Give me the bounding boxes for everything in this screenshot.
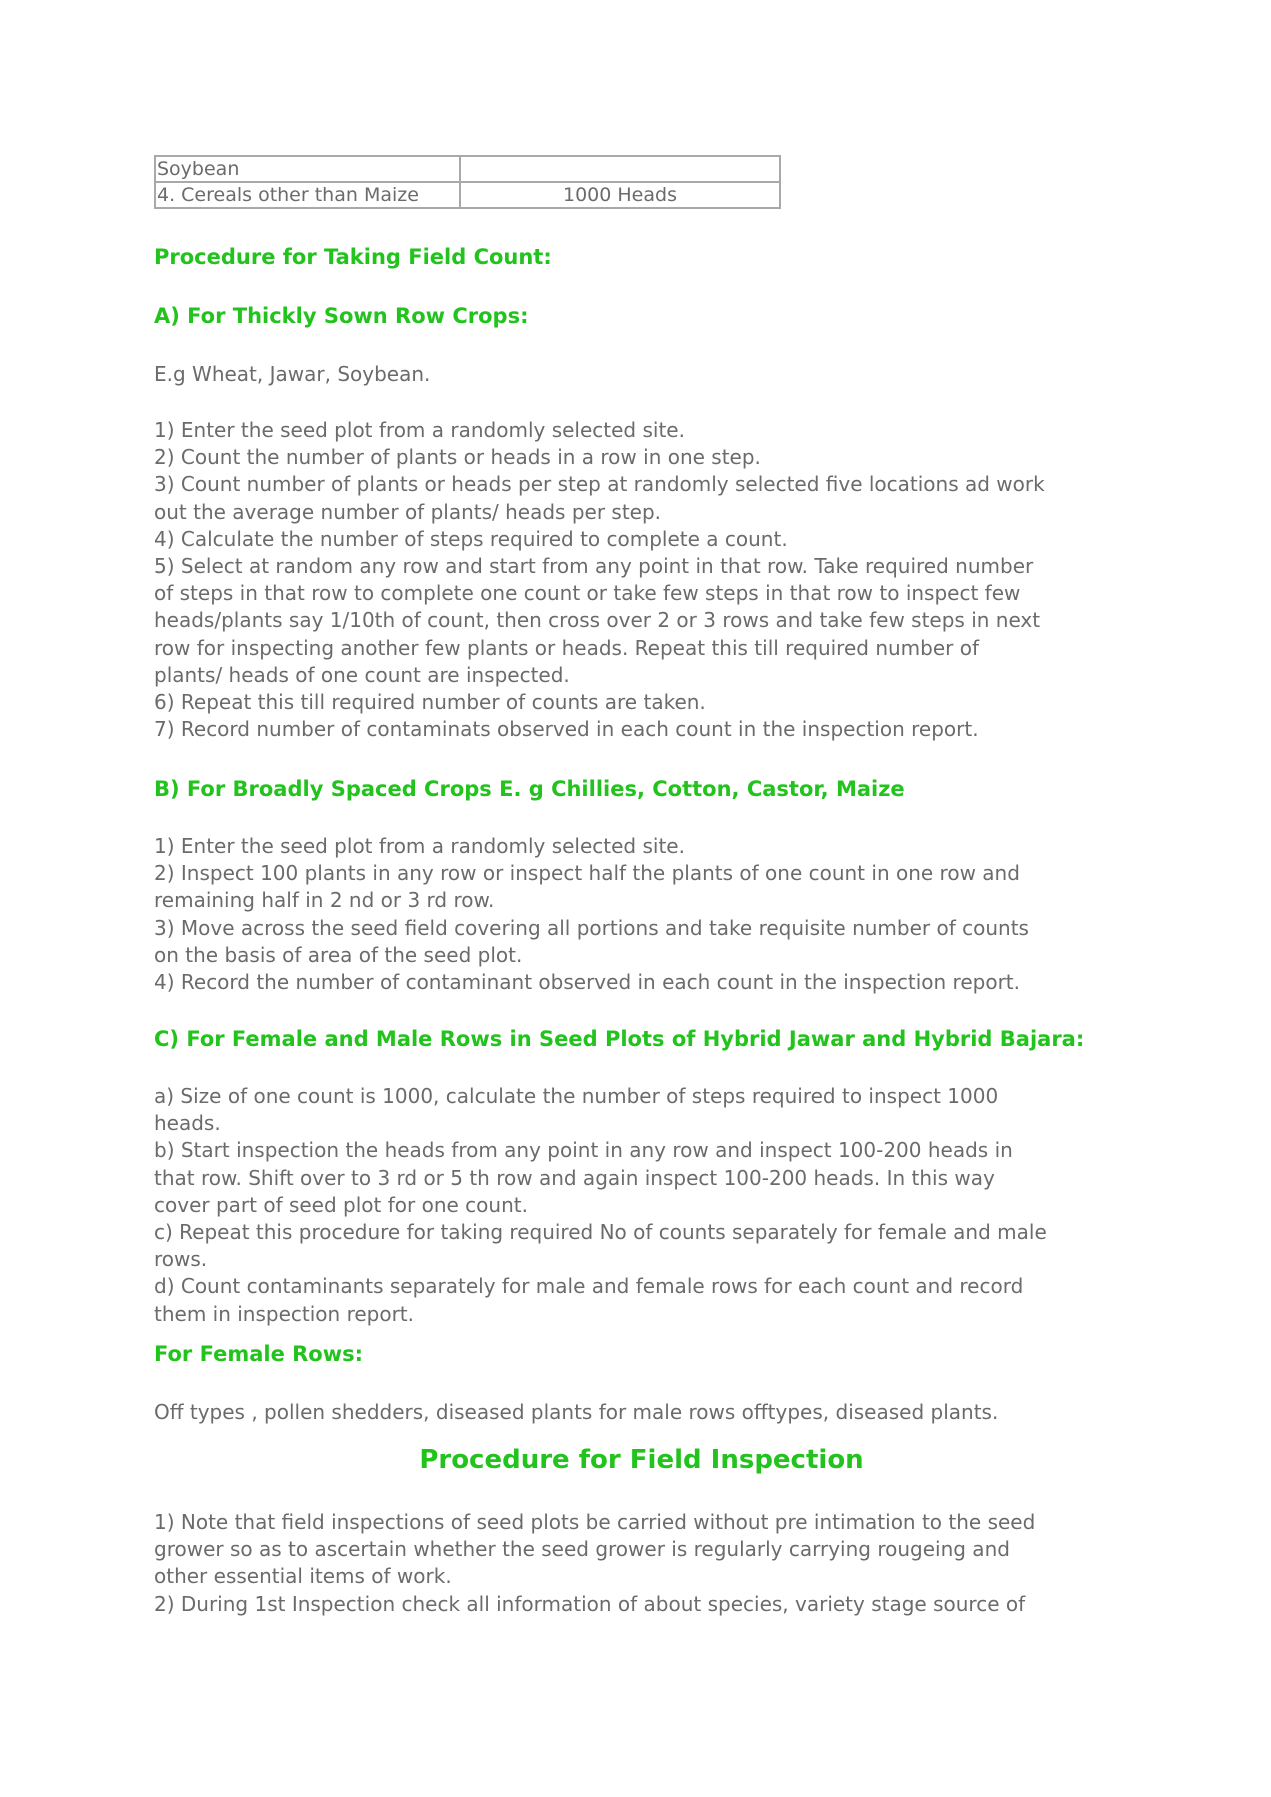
section-a-body [154, 417, 1045, 743]
text-line: out the average number of plants/ heads per step. [154, 499, 662, 524]
text-line: 1) Enter the seed plot from a randomly selected site. [154, 834, 685, 858]
table-row [155, 156, 780, 182]
section-a-example: E.g Wheat, Jawar, Soybean. [154, 362, 431, 386]
text-line: grower so as to ascertain whether the seed grower is regularly carrying rougeing and [154, 1537, 1010, 1562]
section-b-body [154, 833, 1029, 996]
crop-count-table [154, 155, 781, 209]
heading-section-a: A) For Thickly Sown Row Crops: [154, 304, 529, 328]
text-line: 5) Select at random any row and start from any point in that row. Take required number [154, 554, 1034, 579]
text-line: b) Start inspection the heads from any point in any row and inspect 100-200 heads in [154, 1138, 1013, 1163]
text-line: cover part of seed plot for one count. [154, 1192, 528, 1217]
text-line: that row. Shift over to 3 rd or 5 th row and again inspect 100-200 heads. In this way [154, 1165, 995, 1190]
text-line: on the basis of area of the seed plot. [154, 942, 523, 967]
heading-female-rows: For Female Rows: [154, 1342, 364, 1366]
heading-section-b: B) For Broadly Spaced Crops E. g Chillies, Cotton, Castor, Maize [154, 777, 905, 801]
section-inspection-body [154, 1509, 1035, 1618]
table-cell-crop: 4. Cereals other than Maize [155, 182, 460, 208]
text-line: rows. [154, 1247, 208, 1272]
heading-field-count: Procedure for Taking Field Count: [154, 245, 552, 269]
text-line: other essential items of work. [154, 1564, 452, 1589]
table-cell-count [460, 156, 780, 182]
text-line: plants/ heads of one count are inspected. [154, 662, 570, 687]
text-line: c) Repeat this procedure for taking required No of counts separately for female and male [154, 1220, 1047, 1245]
table-cell-count: 1000 Heads [460, 182, 780, 208]
text-line: 3) Count number of plants or heads per step at randomly selected five locations ad work [154, 472, 1045, 497]
text-line: 7) Record number of contaminats observed in each count in the inspection report. [154, 717, 979, 742]
text-line: them in inspection report. [154, 1301, 415, 1326]
text-line: d) Count contaminants separately for male and female rows for each count and record [154, 1274, 1024, 1299]
text-line: 2) During 1st Inspection check all information of about species, variety stage source of [154, 1591, 1026, 1616]
text-line: 2) Count the number of plants or heads in a row in one step. [154, 445, 761, 470]
text-line: 1) Note that field inspections of seed plots be carried without pre intimation to the seed [154, 1510, 1036, 1534]
text-line: heads/plants say 1/10th of count, then cross over 2 or 3 rows and take few steps in next [154, 608, 1041, 633]
text-line: heads. [154, 1111, 221, 1136]
text-line: 3) Move across the seed field covering all portions and take requisite number of counts [154, 915, 1029, 940]
document-page [154, 155, 1129, 1616]
text-line: 1) Enter the seed plot from a randomly selected site. [154, 418, 685, 442]
text-line: 4) Calculate the number of steps required to complete a count. [154, 526, 788, 551]
table-cell-crop: Soybean [155, 156, 460, 182]
text-line: 6) Repeat this till required number of counts are taken. [154, 690, 706, 715]
text-line: remaining half in 2 nd or 3 rd row. [154, 888, 495, 913]
text-line: row for inspecting another few plants or heads. Repeat this till required number of [154, 635, 980, 660]
table-row [155, 182, 780, 208]
female-rows-text: Off types , pollen shedders, diseased plants for male rows offtypes, diseased plants. [154, 1400, 999, 1424]
text-line: a) Size of one count is 1000, calculate the number of steps required to inspect 1000 [154, 1084, 999, 1108]
heading-section-c: C) For Female and Male Rows in Seed Plots of Hybrid Jawar and Hybrid Bajara: [154, 1027, 1085, 1051]
text-line: of steps in that row to complete one count or take few steps in that row to inspect few [154, 581, 1021, 606]
text-line: 4) Record the number of contaminant observed in each count in the inspection report. [154, 970, 1020, 995]
heading-field-inspection: Procedure for Field Inspection [419, 1445, 864, 1475]
text-line: 2) Inspect 100 plants in any row or inspect half the plants of one count in one row and [154, 861, 1020, 886]
section-c-body [154, 1083, 1047, 1328]
